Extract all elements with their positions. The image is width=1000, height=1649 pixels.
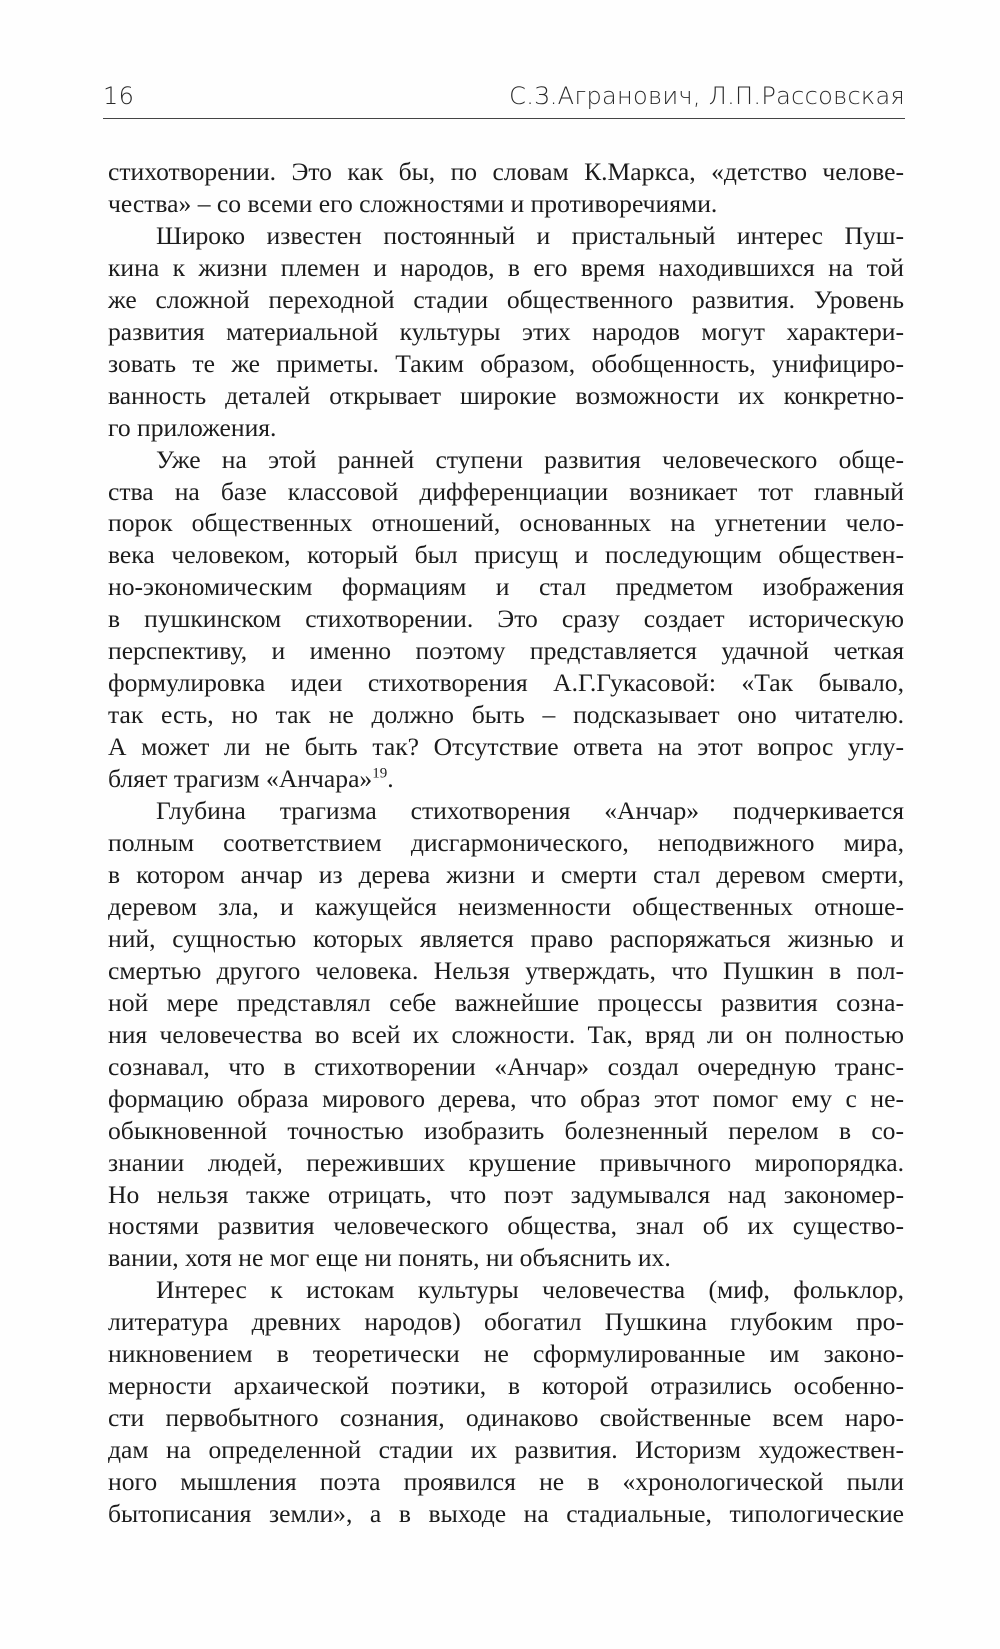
paragraph-line [108, 1466, 904, 1498]
paragraph-line [108, 539, 904, 571]
text-line: но-экономическим формациям и стал предметом изображения [108, 572, 904, 602]
paragraph-end [108, 763, 904, 795]
text-line: ностями развития человеческого общества, знал об их существо- [108, 1211, 904, 1241]
main-text [108, 156, 904, 1530]
paragraph-line [108, 571, 904, 603]
paragraph-start [108, 1274, 904, 1306]
text-line: литература древних народов) обогатил Пушкина глубоким про- [108, 1307, 904, 1337]
text-line: Интерес к истокам культуры человечества (миф, фольклор, [156, 1275, 904, 1305]
paragraph-line [108, 348, 904, 380]
paragraph-line [108, 1179, 904, 1211]
paragraph-line [108, 1147, 904, 1179]
text-line: деревом зла, и кажущейся неизменности общественных отноше- [108, 891, 904, 921]
paragraph-line [108, 380, 904, 412]
paragraph-line [108, 284, 904, 316]
text-line: в пушкинском стихотворении. Это сразу создает историческую [108, 604, 904, 634]
paragraph-line [108, 603, 904, 635]
text-line: ванность деталей открывает широкие возможности их конкретно- [108, 380, 904, 410]
paragraph-line [108, 667, 904, 699]
paragraph-line [108, 316, 904, 348]
paragraph-line [108, 507, 904, 539]
text-line: формацию образа мирового дерева, что образ этот помог ему с не- [108, 1083, 904, 1113]
paragraph-line [108, 923, 904, 955]
paragraph-line [108, 635, 904, 667]
paragraph-line [108, 1498, 904, 1530]
paragraph-start [108, 220, 904, 252]
text-line: кина к жизни племен и народов, в его время находившихся на той [108, 252, 904, 282]
paragraph-line [108, 1434, 904, 1466]
text-line: Но нельзя также отрицать, что поэт задумывался над закономер- [108, 1179, 904, 1209]
text-line: чества» – со всеми его сложностями и противоречиями. [108, 188, 718, 218]
text-line: вании, хотя не мог еще ни понять, ни объяснить их. [108, 1243, 671, 1273]
text-line: порок общественных отношений, основанных на угнетении чело- [108, 508, 904, 538]
paragraph-line [108, 827, 904, 859]
text-line: полным соответствием дисгармонического, неподвижного мира, [108, 828, 904, 858]
paragraph-line [108, 891, 904, 923]
text-line: ного мышления поэта проявился не в «хронологической пыли [108, 1467, 904, 1497]
header-rule [103, 118, 905, 119]
paragraph-continued-end [108, 188, 904, 220]
paragraph-line [108, 476, 904, 508]
text-line: века человеком, который был присущ и последующим обществен- [108, 540, 904, 570]
paragraph-line [108, 1083, 904, 1115]
text-line: смертью другого человека. Нельзя утверждать, что Пушкин в пол- [108, 955, 904, 985]
text-line: зовать те же приметы. Таким образом, обобщенность, унифициро- [108, 348, 904, 378]
text-line: ний, сущностью которых является право распоряжаться жизнью и [108, 923, 904, 953]
running-head [103, 76, 905, 116]
text-line: ной мере представлял себе важнейшие процессы развития созна- [108, 987, 904, 1017]
paragraph-line [108, 252, 904, 284]
paragraph-line [108, 1051, 904, 1083]
text-line: обыкновенной точностью изобразить болезненный перелом в со- [108, 1115, 904, 1145]
text-line: сти первобытного сознания, одинаково свойственные всем наро- [108, 1403, 904, 1433]
text-line: мерности архаической поэтики, в которой отразились особенно- [108, 1371, 904, 1401]
text-line: перспективу, и именно поэтому представляется удачной четкая [108, 636, 904, 666]
text-line: ства на базе классовой дифференциации возникает тот главный [108, 476, 904, 506]
text-line: А может ли не быть так? Отсутствие ответа на этот вопрос углу- [108, 732, 904, 762]
text-line: никновением в теоретически не сформулированные им законо- [108, 1339, 904, 1369]
text-line: Широко известен постоянный и пристальный интерес Пуш- [156, 220, 904, 250]
text-line: бляет трагизм «Анчара» [108, 764, 373, 794]
closing-punctuation: . [387, 764, 394, 794]
paragraph-line [108, 1370, 904, 1402]
text-line: го приложения. [108, 412, 277, 442]
paragraph-line [108, 1210, 904, 1242]
paragraph-start [108, 444, 904, 476]
paragraph-line [108, 1019, 904, 1051]
text-line: развития материальной культуры этих народов могут характери- [108, 316, 904, 346]
text-line: стихотворении. Это как бы, по словам К.Маркса, «детство челове- [108, 157, 904, 186]
text-line: так есть, но так не должно быть – подсказывает оно читателю. [108, 700, 904, 730]
text-line: Глубина трагизма стихотворения «Анчар» подчеркивается [156, 796, 904, 826]
text-line: Уже на этой ранней ступени развития человеческого обще- [156, 444, 904, 474]
paragraph-line [108, 731, 904, 763]
text-line: ния человечества во всей их сложности. Так, вряд ли он полностью [108, 1019, 904, 1049]
paragraph-continued [108, 156, 904, 188]
paragraph-line [108, 1306, 904, 1338]
text-line: же сложной переходной стадии общественного развития. Уровень [108, 284, 904, 314]
paragraph-end [108, 412, 904, 444]
paragraph-line [108, 859, 904, 891]
paragraph-end [108, 1242, 904, 1274]
paragraph-line [108, 1402, 904, 1434]
running-head-authors: С.З.Агранович, Л.П.Рассовская [509, 82, 905, 110]
paragraph-line [108, 699, 904, 731]
page-number: 16 [103, 82, 135, 110]
text-line: сознавал, что в стихотворении «Анчар» создал очередную транс- [108, 1051, 904, 1081]
text-line: дам на определенной стадии их развития. Историзм художествен- [108, 1435, 904, 1465]
text-line: в котором анчар из дерева жизни и смерти стал деревом смерти, [108, 859, 904, 889]
paragraph-start [108, 795, 904, 827]
paragraph-line [108, 1115, 904, 1147]
text-line: знании людей, переживших крушение привычного миропорядка. [108, 1147, 904, 1177]
text-line: формулировка идеи стихотворения А.Г.Гукасовой: «Так бывало, [108, 668, 904, 698]
paragraph-line [108, 955, 904, 987]
paragraph-line [108, 1338, 904, 1370]
paragraph-line [108, 987, 904, 1019]
text-line: бытописания земли», а в выходе на стадиальные, типологические [108, 1499, 904, 1529]
footnote-marker[interactable]: 19 [372, 765, 388, 782]
